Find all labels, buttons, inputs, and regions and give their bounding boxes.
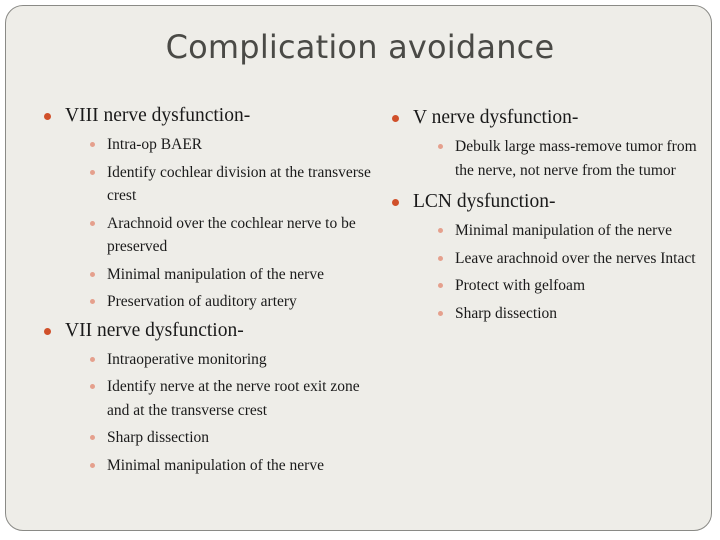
left-column xyxy=(44,104,379,482)
section-heading: VII nerve dysfunction- xyxy=(65,319,244,341)
list-item-text: Minimal manipulation of the nerve xyxy=(107,265,324,283)
sub-bullet-dot-icon xyxy=(438,283,443,288)
sub-bullet-dot-icon xyxy=(90,357,95,362)
list-item xyxy=(413,302,702,326)
list-item-text: Debulk large mass-remove tumor from the nerve, not nerve from the tumor xyxy=(455,138,697,179)
bullet-dot-icon xyxy=(44,328,51,335)
list-item xyxy=(65,375,379,422)
list-item xyxy=(65,290,379,314)
list-item xyxy=(65,212,379,259)
list-item xyxy=(65,454,379,478)
section-v-nerve xyxy=(392,106,702,182)
sub-bullet-dot-icon xyxy=(90,384,95,389)
list-item-text: Sharp dissection xyxy=(107,429,210,446)
section-heading: V nerve dysfunction- xyxy=(413,107,579,128)
list-item-text: Protect with gelfoam xyxy=(455,277,585,294)
section-heading: VIII nerve dysfunction- xyxy=(65,105,251,126)
list-item xyxy=(65,426,379,450)
list-item-text: Minimal manipulation of the nerve xyxy=(107,456,324,474)
list-item-text: Preservation of auditory artery xyxy=(107,293,297,310)
list-item-text: Minimal manipulation of the nerve xyxy=(455,222,672,239)
sub-bullet-dot-icon xyxy=(90,299,95,304)
section-lcn xyxy=(392,190,702,325)
bullet-dot-icon xyxy=(44,113,51,120)
list-item-text: Intra-op BAER xyxy=(107,136,203,153)
section-vii-nerve xyxy=(44,319,379,478)
list-item xyxy=(413,135,702,182)
list-item-text: Arachnoid over the cochlear nerve to be preserved xyxy=(107,214,356,255)
sub-bullet-dot-icon xyxy=(90,142,95,147)
list-item xyxy=(65,161,379,208)
sub-bullet-dot-icon xyxy=(438,311,443,316)
list-item-text: Identify nerve at the nerve root exit zone and at the transverse crest xyxy=(107,378,360,419)
sub-bullet-dot-icon xyxy=(438,144,443,149)
list-item xyxy=(413,247,702,271)
right-column xyxy=(392,106,702,333)
list-item xyxy=(413,274,702,298)
sub-bullet-dot-icon xyxy=(90,221,95,226)
list-item-text: Intraoperative monitoring xyxy=(107,350,267,368)
bullet-dot-icon xyxy=(392,199,399,206)
sub-bullet-dot-icon xyxy=(90,272,95,277)
sub-bullet-dot-icon xyxy=(438,228,443,233)
section-viii-nerve xyxy=(44,104,379,314)
list-item-text: Sharp dissection xyxy=(455,304,558,322)
list-item-text: Identify cochlear division at the transverse crest xyxy=(107,163,371,204)
bullet-dot-icon xyxy=(392,115,399,122)
list-item xyxy=(413,219,702,243)
sub-bullet-dot-icon xyxy=(90,170,95,175)
sub-bullet-dot-icon xyxy=(90,435,95,440)
slide-title: Complication avoidance xyxy=(165,28,555,66)
sub-bullet-dot-icon xyxy=(90,463,95,468)
section-heading: LCN dysfunction- xyxy=(413,191,556,212)
list-item xyxy=(65,133,379,157)
list-item xyxy=(65,348,379,372)
list-item-text: Leave arachnoid over the nerves Intact xyxy=(455,249,696,267)
sub-bullet-dot-icon xyxy=(438,256,443,261)
list-item xyxy=(65,263,379,287)
